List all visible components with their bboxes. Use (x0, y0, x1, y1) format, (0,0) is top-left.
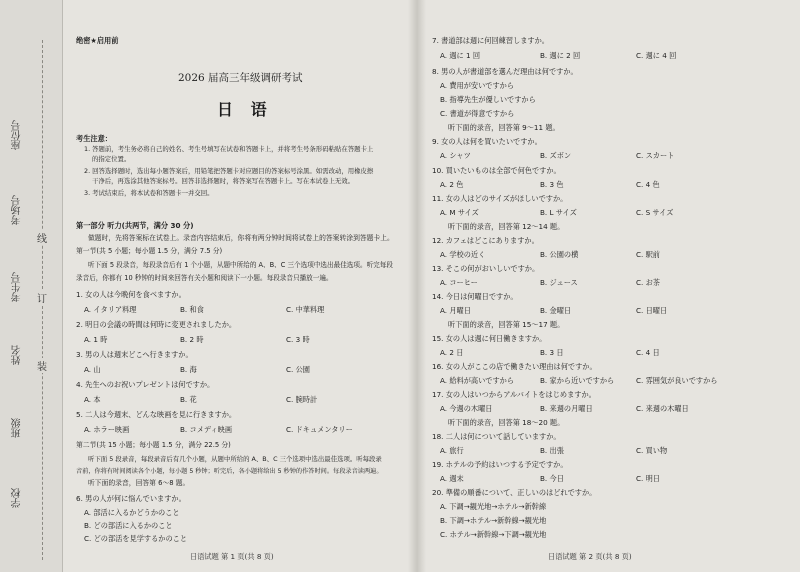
intro-18-20: 听下面的录音，回答第 18～20 题。 (448, 418, 565, 427)
subject-title: 日 语 (217, 100, 273, 119)
student-number-label: 考生号 (12, 272, 23, 302)
section2-intro-2: 音前，你将有时间阅读各个小题，每小题 5 秒钟；听完后，各小题将给出 5 秒钟的作答时间。每段录音读两遍。 (76, 468, 383, 475)
question-18: 18. 二人は何について話していますか。 (432, 432, 561, 441)
notice-2: 2. 回答选择题时，选出每小题答案后，用铅笔把答题卡对应题目的答案标号涂黑。如需改动，用橡皮擦 (84, 167, 374, 175)
binding-char-zhuang: 装 (37, 358, 47, 373)
section2-intro-1: 听下面 5 段录音，每段录音后有几个小题，从题中所给的 A、B、C 三个选项中选出最佳选项。听每段录 (88, 455, 382, 463)
question-11: 11. 女の人はどのサイズがほしいですか。 (432, 194, 568, 203)
part1-intro-4: 录音后，你都有 10 秒钟的时间来回答有关小题和阅读下一小题。每段录音只播放一遍。 (76, 274, 333, 282)
exam-title: 2026 届高三年级调研考试 (178, 72, 303, 84)
question-1: 1. 女の人は今晩何を食べますか。 (76, 290, 186, 299)
q3-option-a: A. 山 (84, 365, 101, 374)
q7-option-a: A. 週に 1 回 (440, 51, 481, 60)
q16-option-b: B. 家から近いですから (540, 376, 615, 385)
q1-option-c: C. 中華料理 (286, 305, 325, 314)
q14-option-b: B. 金曜日 (540, 306, 572, 315)
q8-option-c: C. 書道が得意ですから (440, 109, 515, 118)
q4-option-c: C. 腕時計 (286, 395, 318, 404)
intro-15-17: 听下面的录音，回答第 15～17 题。 (448, 320, 565, 329)
q1-option-a: A. イタリア料理 (84, 305, 137, 314)
question-8: 8. 男の人が書道部を選んだ理由は何ですか。 (432, 67, 578, 76)
q16-option-a: A. 給料が高いですから (440, 376, 515, 385)
q15-option-c: C. 4 日 (636, 348, 660, 357)
secret-mark: 绝密★启用前 (76, 36, 119, 45)
question-17: 17. 女の人はいつからアルバイトをはじめますか。 (432, 390, 596, 399)
q8-option-b: B. 指導先生が優しいですから (440, 95, 536, 104)
binding-char-line: 线 (37, 230, 47, 245)
question-3: 3. 男の人は週末どこへ行きますか。 (76, 350, 193, 359)
page2-footer: 日语试题 第 2 页(共 8 页) (548, 552, 632, 561)
q17-option-b: B. 来週の月曜日 (540, 404, 593, 413)
q3-option-c: C. 公園 (286, 365, 310, 374)
question-16: 16. 女の人がここの店で働きたい理由は何ですか。 (432, 362, 597, 371)
q5-option-c: C. ドキュメンタリー (286, 425, 353, 434)
q15-option-a: A. 2 日 (440, 348, 464, 357)
q11-option-a: A. M サイズ (440, 208, 479, 217)
question-4: 4. 先生へのお祝いプレゼントは何ですか。 (76, 380, 215, 389)
q3-option-b: B. 海 (180, 365, 197, 374)
q13-option-b: B. ジュース (540, 278, 578, 287)
q6-option-c: C. どの部活を見学するかのこと (84, 534, 188, 543)
q9-option-a: A. シャツ (440, 151, 471, 160)
q13-option-c: C. お茶 (636, 278, 660, 287)
q20-option-b: B. 下調→ホテル→新幹線→観光地 (440, 516, 547, 525)
q2-option-b: B. 2 時 (180, 335, 204, 344)
q1-option-b: B. 和食 (180, 305, 204, 314)
notice-2b: 干净后，再选涂其他答案标号。回答非选择题时，将答案写在答题卡上。写在本试卷上无效。 (92, 177, 355, 185)
q2-option-a: A. 1 時 (84, 335, 108, 344)
q9-option-b: B. ズボン (540, 151, 572, 160)
intro-9-11: 听下面的录音，回答第 9～11 题。 (448, 123, 560, 132)
notice-title: 考生注意： (76, 134, 112, 143)
school-label: 学校 (12, 488, 23, 508)
notice-1b: 的指定位置。 (92, 155, 131, 163)
q10-option-b: B. 3 色 (540, 180, 564, 189)
q9-option-c: C. スカート (636, 151, 675, 160)
question-10: 10. 買いたいものは全部で何色ですか。 (432, 166, 561, 175)
q14-option-c: C. 日曜日 (636, 306, 668, 315)
q19-option-a: A. 週末 (440, 474, 464, 483)
q17-option-c: C. 来週の木曜日 (636, 404, 689, 413)
section2-title: 第二节(共 15 小题；每小题 1.5 分，满分 22.5 分) (76, 441, 231, 449)
q18-option-b: B. 出張 (540, 446, 564, 455)
question-14: 14. 今日は何曜日ですか。 (432, 292, 518, 301)
question-20: 20. 準備の順番について、正しいのはどれですか。 (432, 488, 597, 497)
q19-option-b: B. 今日 (540, 474, 564, 483)
question-2: 2. 明日の会議の時間は何時に変更されましたか。 (76, 320, 237, 329)
q18-option-c: C. 買い物 (636, 446, 668, 455)
seat-label: 座位号 (12, 120, 23, 150)
binding-margin (0, 0, 63, 572)
q10-option-c: C. 4 色 (636, 180, 660, 189)
section2-intro-3: 听下面的录音，回答第 6～8 题。 (88, 479, 190, 487)
q16-option-c: C. 雰囲気が良いですから (636, 376, 718, 385)
name-label: 姓名 (12, 345, 23, 365)
q5-option-a: A. ホラー映画 (84, 425, 130, 434)
exam-room-label: 考场号 (12, 195, 23, 225)
q13-option-a: A. コーヒー (440, 278, 478, 287)
part1-intro-1: 做题时，先将答案标在试卷上。录音内容结束后，你将有两分钟时间将试卷上的答案转涂到答题卡上。 (88, 234, 394, 242)
q20-option-a: A. 下調→観光地→ホテル→新幹線 (440, 502, 547, 511)
q10-option-a: A. 2 色 (440, 180, 464, 189)
part1-intro-3: 听下面 5 段录音，每段录音后有 1 个小题，从题中所给的 A、B、C 三个选项中选出最佳选项。听完每段 (88, 261, 393, 269)
question-6: 6. 男の人が何に悩んでいますか。 (76, 494, 186, 503)
q4-option-b: B. 花 (180, 395, 197, 404)
notice-1: 1. 答题前，考生务必将自己的姓名、考生号填写在试卷和答题卡上，并将考生号条形码粘贴在答题卡上 (84, 145, 374, 153)
q15-option-b: B. 3 日 (540, 348, 564, 357)
q14-option-a: A. 月曜日 (440, 306, 471, 315)
q7-option-c: C. 週に 4 回 (636, 51, 677, 60)
q11-option-b: B. L サイズ (540, 208, 577, 217)
notice-3: 3. 考试结束后，将本试卷和答题卡一并交回。 (84, 189, 214, 197)
q6-option-a: A. 部活に入るかどうかのこと (84, 508, 180, 517)
class-label: 班级 (12, 418, 23, 438)
q12-option-b: B. 公園の横 (540, 250, 579, 259)
question-15: 15. 女の人は週に何日働きますか。 (432, 334, 547, 343)
q20-option-c: C. ホテル→新幹線→下調→観光地 (440, 530, 547, 539)
q4-option-a: A. 本 (84, 395, 101, 404)
q18-option-a: A. 旅行 (440, 446, 464, 455)
q12-option-a: A. 学校の近く (440, 250, 486, 259)
intro-12-14: 听下面的录音，回答第 12～14 题。 (448, 222, 565, 231)
question-9: 9. 女の人は何を買いたいですか。 (432, 137, 542, 146)
q17-option-a: A. 今週の木曜日 (440, 404, 493, 413)
binding-char-ding: 订 (37, 290, 47, 305)
q11-option-c: C. S サイズ (636, 208, 674, 217)
section1-title: 第一节(共 5 小题；每小题 1.5 分，满分 7.5 分) (76, 247, 223, 255)
page-fold (408, 0, 426, 572)
q8-option-a: A. 費用が安いですから (440, 81, 515, 90)
q6-option-b: B. どの部活に入るかのこと (84, 521, 173, 530)
question-19: 19. ホテルの予約はいつする予定ですか。 (432, 460, 568, 469)
part1-title: 第一部分 听力(共两节，满分 30 分) (76, 221, 194, 230)
question-5: 5. 二人は今週末、どんな映画を見に行きますか。 (76, 410, 237, 419)
question-12: 12. カフェはどこにありますか。 (432, 236, 539, 245)
question-13: 13. そこの何がおいしいですか。 (432, 264, 540, 273)
question-7: 7. 書道部は週に何回練習しますか。 (432, 36, 549, 45)
page1-footer: 日语试题 第 1 页(共 8 页) (190, 552, 274, 561)
q5-option-b: B. コメディ映画 (180, 425, 233, 434)
q12-option-c: C. 駅前 (636, 250, 660, 259)
q7-option-b: B. 週に 2 回 (540, 51, 581, 60)
q19-option-c: C. 明日 (636, 474, 660, 483)
q2-option-c: C. 3 時 (286, 335, 310, 344)
